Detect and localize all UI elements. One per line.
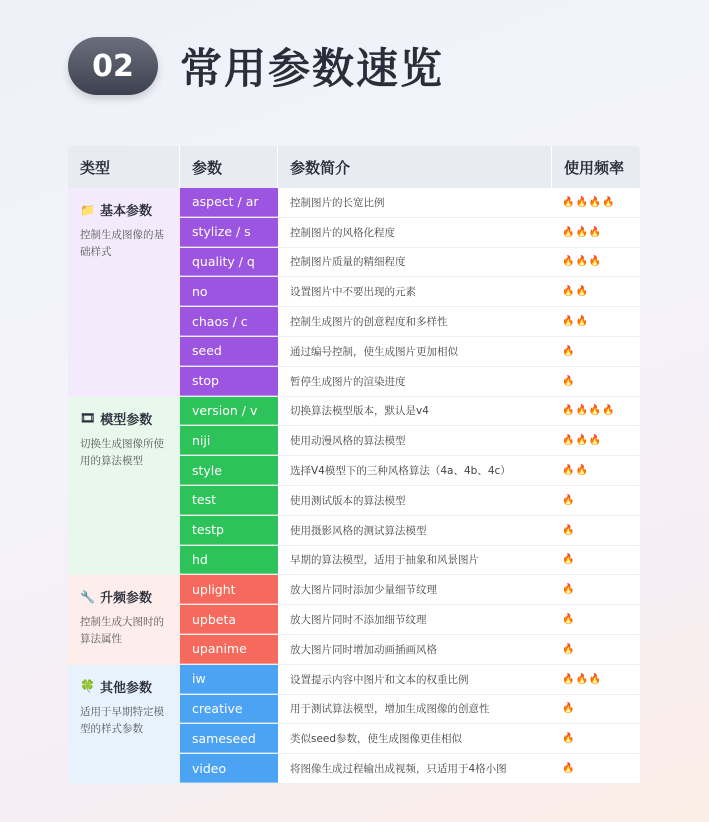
usage-frequency: 🔥 xyxy=(552,635,640,664)
param-name: chaos / c xyxy=(180,307,278,336)
group-name xyxy=(80,200,172,219)
param-description: 类似seed参数，使生成图像更佳相似 xyxy=(278,724,552,753)
group-cell xyxy=(68,397,180,576)
group-name-label: 基本参数 xyxy=(99,204,152,219)
param-description: 控制图片的长宽比例 xyxy=(278,188,552,217)
table-row xyxy=(180,188,640,218)
usage-frequency: 🔥🔥 xyxy=(552,307,640,336)
param-description: 放大图片同时不添加细节纹理 xyxy=(278,605,552,634)
column-header-type: 类型 xyxy=(68,146,180,188)
table-row xyxy=(180,397,640,427)
param-name: uplight xyxy=(180,575,278,604)
param-name: version / v xyxy=(180,397,278,426)
group-cell xyxy=(68,188,180,397)
param-name: upbeta xyxy=(180,605,278,634)
usage-frequency: 🔥🔥🔥🔥 xyxy=(552,397,640,426)
param-description: 选择V4模型下的三种风格算法（4a、4b、4c） xyxy=(278,456,552,485)
param-description: 控制图片质量的精细程度 xyxy=(278,248,552,277)
table-row xyxy=(180,635,640,665)
group-icon: 🍀 xyxy=(80,679,95,694)
param-description: 将图像生成过程输出成视频，只适用于4格小图 xyxy=(278,754,552,783)
table-row xyxy=(180,307,640,337)
param-name: quality / q xyxy=(180,248,278,277)
param-name: no xyxy=(180,277,278,306)
param-description: 切换算法模型版本，默认是v4 xyxy=(278,397,552,426)
table-row xyxy=(180,516,640,546)
param-description: 控制图片的风格化程度 xyxy=(278,218,552,247)
group-name-label: 模型参数 xyxy=(100,412,153,428)
group-description: 适用于早期特定模型的样式参数 xyxy=(80,705,164,735)
param-name: testp xyxy=(180,516,278,545)
param-name: stop xyxy=(180,367,278,396)
group-description: 切换生成图像所使用的算法模型 xyxy=(80,437,164,467)
group-icon: 📁 xyxy=(80,202,95,217)
usage-frequency: 🔥 xyxy=(552,695,640,724)
param-description: 使用测试版本的算法模型 xyxy=(278,486,552,515)
group-description: 控制生成大图时的算法属性 xyxy=(80,616,164,646)
table-row xyxy=(180,277,640,307)
table-row xyxy=(180,724,640,754)
table-row xyxy=(180,426,640,456)
usage-frequency: 🔥 xyxy=(552,546,640,575)
group-description: 控制生成图像的基础样式 xyxy=(80,229,164,258)
table-row xyxy=(180,546,640,576)
table-header xyxy=(68,146,640,188)
table-row xyxy=(180,486,640,516)
usage-frequency: 🔥🔥 xyxy=(552,456,640,485)
group-name xyxy=(80,677,172,696)
param-description: 放大图片同时添加少量细节纹理 xyxy=(278,575,552,604)
group-name-label: 升频参数 xyxy=(99,591,152,607)
table-row xyxy=(180,367,640,397)
param-name: creative xyxy=(180,695,278,724)
group-name xyxy=(80,409,172,428)
usage-frequency: 🔥 xyxy=(552,605,640,634)
table-body xyxy=(68,188,640,784)
param-name: style xyxy=(180,456,278,485)
param-description: 用于测试算法模型，增加生成图像的创意性 xyxy=(278,695,552,724)
table-row xyxy=(180,337,640,367)
usage-frequency: 🔥 xyxy=(552,754,640,783)
group-other xyxy=(68,665,640,784)
param-name: niji xyxy=(180,426,278,455)
column-header-param: 参数 xyxy=(180,146,278,188)
param-name: test xyxy=(180,486,278,515)
parameter-table xyxy=(68,146,640,784)
table-row xyxy=(180,575,640,605)
group-cell xyxy=(68,575,180,664)
param-description: 早期的算法模型，适用于抽象和风景图片 xyxy=(278,546,552,575)
table-row xyxy=(180,665,640,695)
usage-frequency: 🔥🔥🔥 xyxy=(552,218,640,247)
usage-frequency: 🔥🔥🔥 xyxy=(552,248,640,277)
group-icon: 🔧 xyxy=(80,589,95,604)
usage-frequency: 🔥🔥 xyxy=(552,277,640,306)
usage-frequency: 🔥 xyxy=(552,724,640,753)
param-description: 设置图片中不要出现的元素 xyxy=(278,277,552,306)
usage-frequency: 🔥 xyxy=(552,575,640,604)
table-row xyxy=(180,605,640,635)
page-header xyxy=(68,30,444,102)
table-row xyxy=(180,754,640,784)
page-title: 常用参数速览 xyxy=(180,44,445,93)
param-name: video xyxy=(180,754,278,783)
param-name: aspect / ar xyxy=(180,188,278,217)
usage-frequency: 🔥🔥🔥 xyxy=(552,665,640,694)
param-description: 使用动漫风格的算法模型 xyxy=(278,426,552,455)
group-name xyxy=(80,587,172,606)
group-name-label: 其他参数 xyxy=(99,680,152,696)
table-row xyxy=(180,456,640,486)
usage-frequency: 🔥🔥🔥 xyxy=(552,426,640,455)
column-header-description: 参数简介 xyxy=(278,146,552,188)
usage-frequency: 🔥 xyxy=(552,516,640,545)
usage-frequency: 🔥🔥🔥🔥 xyxy=(552,188,640,217)
usage-frequency: 🔥 xyxy=(552,337,640,366)
param-name: iw xyxy=(180,665,278,694)
group-basic xyxy=(68,188,640,397)
table-row xyxy=(180,248,640,278)
usage-frequency: 🔥 xyxy=(552,367,640,396)
param-description: 控制生成图片的创意程度和多样性 xyxy=(278,307,552,336)
param-description: 设置提示内容中图片和文本的权重比例 xyxy=(278,665,552,694)
column-header-frequency: 使用频率 xyxy=(564,158,625,177)
param-name: stylize / s xyxy=(180,218,278,247)
group-cell xyxy=(68,665,180,784)
group-up xyxy=(68,575,640,664)
section-number-badge: 02 xyxy=(68,37,158,95)
param-name: sameseed xyxy=(180,724,278,753)
table-row xyxy=(180,218,640,248)
param-name: hd xyxy=(180,546,278,575)
group-icon: 🎞 xyxy=(80,411,96,426)
param-description: 通过编号控制，使生成图片更加相似 xyxy=(278,337,552,366)
param-description: 暂停生成图片的渲染进度 xyxy=(278,367,552,396)
param-name: upanime xyxy=(180,635,278,664)
usage-frequency: 🔥 xyxy=(552,486,640,515)
param-name: seed xyxy=(180,337,278,366)
group-model xyxy=(68,397,640,576)
table-row xyxy=(180,695,640,725)
param-description: 使用摄影风格的测试算法模型 xyxy=(278,516,552,545)
param-description: 放大图片同时增加动画插画风格 xyxy=(278,635,552,664)
